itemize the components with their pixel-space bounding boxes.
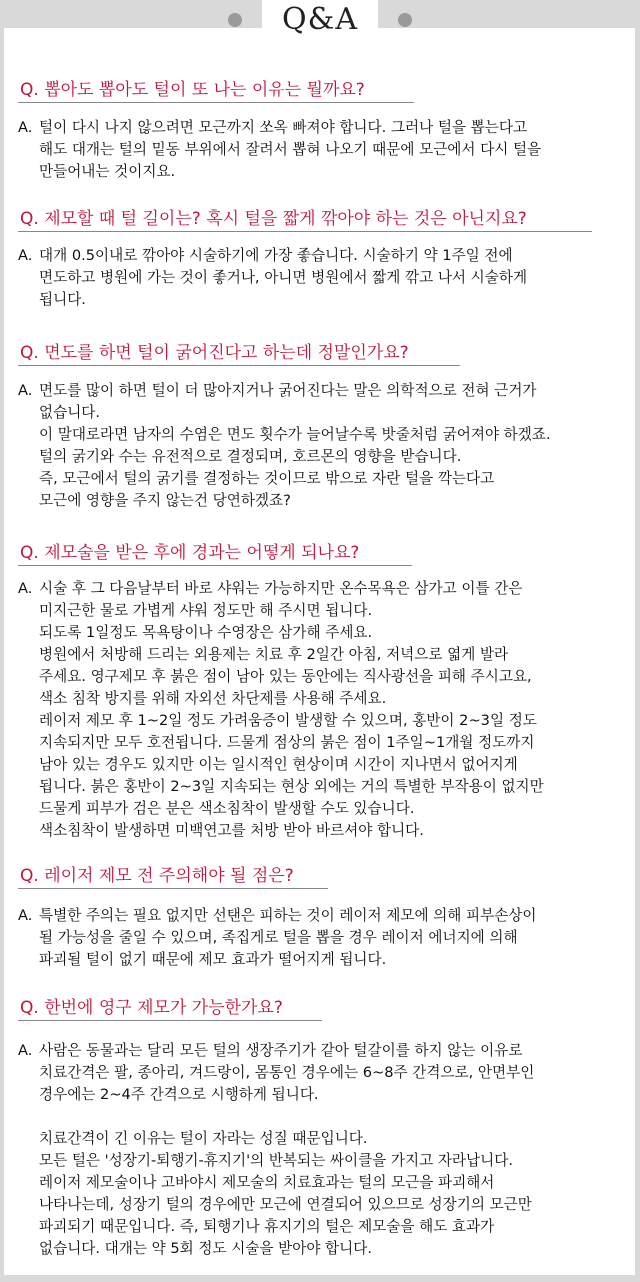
answer-line-text: 시술 후 그 다음날부터 바로 샤워는 가능하지만 온수목욕은 삼가고 이틀 간은 [39,580,523,597]
answer-line-text: 치료간격은 팔, 종아리, 겨드랑이, 몸통인 경우에는 6~8주 간격으로, 안면부인 [39,1064,535,1081]
answer-text [18,380,624,512]
answer-line-text: 레이저 제모술이나 고바야시 제모술의 치료효과는 털의 모근을 파괴해서 [39,1174,495,1191]
question-heading: Q. 제모술을 받은 후에 경과는 어떻게 되나요? [20,543,360,563]
answer-line [18,927,624,949]
answer-line-text: 미지근한 물로 가볍게 샤워 정도만 해 주시면 됩니다. [39,602,373,619]
answer-line-text: 됩니다. 붉은 홍반이 2~3일 지속되는 현상 외에는 거의 특별한 부작용이 없지만 [39,778,544,795]
answer-line-text: 해도 대개는 털의 밑동 부위에서 잘려서 뽑혀 나오기 때문에 모근에서 다시 털을 [39,141,542,158]
answer-line-text: 치료간격이 긴 이유는 털이 자라는 성질 때문입니다. [39,1130,368,1147]
answer-line [18,754,624,776]
answer-text [18,1040,624,1260]
answer-line-text: 주세요. 영구제모 후 붉은 점이 남아 있는 동안에는 직사광선을 피해 주시고요, [39,668,532,685]
answer-line-text: 경우에는 2~4주 간격으로 시행하게 됩니다. [39,1086,319,1103]
answer-line-text: 모근에 영향을 주지 않는건 당연하겠죠? [39,492,291,509]
answer-line [18,600,624,622]
answer-line [18,820,624,842]
question-heading: Q. 한번에 영구 제모가 가능한가요? [20,998,283,1018]
question-heading: Q. 제모할 때 털 길이는? 혹시 털을 짧게 깎아야 하는 것은 아닌지요? [20,209,527,229]
answer-line-text: 지속되지만 모두 호전됩니다. 드물게 점상의 붉은 점이 1주일~1개월 정도까지 [39,734,535,751]
question-underline [18,231,592,232]
answer-line-text: 색소 침착 방지를 위해 자외선 차단제를 사용해 주세요. [39,690,387,707]
answer-line-text: 모든 털은 '성장기-퇴행기-휴지기'의 반복되는 싸이클을 가지고 자라납니다. [39,1152,513,1169]
answer-line-text: 대개 0.5이내로 깎아야 시술하기에 가장 좋습니다. 시술하기 약 1주일 전에 [39,247,513,264]
answer-line [18,798,624,820]
answer-line [18,424,624,446]
answer-line-text: 이 말대로라면 남자의 수염은 면도 횟수가 늘어날수록 밧줄처럼 굵어져야 하겠죠. [39,426,551,443]
answer-line-text: 파괴될 털이 없기 때문에 제모 효과가 떨어지게 됩니다. [39,951,387,968]
answer-line-text: 털의 굵기와 수는 유전적으로 결정되며, 호르몬의 영향을 받습니다. [39,448,462,465]
answer-text [18,117,624,183]
answer-line [18,1106,624,1128]
answer-line-text: 특별한 주의는 필요 없지만 선탠은 피하는 것이 레이저 제모에 의해 피부손상이 [39,907,537,924]
page-title: Q&A [282,2,358,37]
answer-label: A. [18,1042,33,1059]
answer-line [18,644,624,666]
answer-line-text: 만들어내는 것이지요. [39,163,176,180]
answer-line [18,380,624,402]
answer-line [18,688,624,710]
answer-line [18,1084,624,1106]
question-underline [18,888,328,889]
answer-line [18,949,624,971]
answer-line [18,402,624,424]
answer-line [18,446,624,468]
answer-line [18,490,624,512]
answer-line-text: 없습니다. [39,404,101,421]
answer-line-text: 면도를 많이 하면 털이 더 많아지거나 굵어진다는 말은 의학적으로 전혀 근거가 [39,382,537,399]
answer-line [18,1238,624,1260]
answer-text [18,578,624,842]
answer-line [18,905,624,927]
answer-line [18,1216,624,1238]
answer-text [18,245,624,311]
answer-line-text: 즉, 모근에서 털의 굵기를 결정하는 것이므로 밖으로 자란 털을 깍는다고 [39,470,495,487]
answer-line [18,161,624,183]
answer-line [18,732,624,754]
answer-line [18,1128,624,1150]
header [0,0,640,40]
answer-line [18,1040,624,1062]
answer-line [18,1062,624,1084]
answer-label: A. [18,382,33,399]
answer-line-text [39,1108,44,1125]
answer-line [18,666,624,688]
question-underline [18,1020,322,1021]
answer-line [18,117,624,139]
answer-line [18,776,624,798]
answer-label: A. [18,119,33,136]
answer-line [18,267,624,289]
answer-line-text: 색소침착이 발생하면 미백연고를 처방 받아 바르셔야 합니다. [39,822,424,839]
answer-text [18,905,624,971]
answer-line-text: 병원에서 처방해 드리는 외용제는 치료 후 2일간 아침, 저녁으로 엷게 발라 [39,646,509,663]
answer-line-text: 드물게 피부가 검은 분은 색소침착이 발생할 수도 있습니다. [39,800,415,817]
answer-line-text: 털이 다시 나지 않으려면 모근까지 쏘옥 빠져야 합니다. 그러나 털을 뽑는다고 [39,119,528,136]
answer-line-text: 되도록 1일정도 목욕탕이나 수영장은 삼가해 주세요. [39,624,373,641]
answer-label: A. [18,580,33,597]
answer-line-text: 면도하고 병원에 가는 것이 좋거나, 아니면 병원에서 짧게 깎고 나서 시술하게 [39,269,528,286]
answer-line [18,289,624,311]
question-heading: Q. 뽑아도 뽑아도 털이 또 나는 이유는 뭘까요? [20,80,365,100]
answer-line-text: 파괴되기 때문입니다. 즉, 퇴행기나 휴지기의 털은 제모술을 해도 효과가 [39,1218,495,1235]
answer-line [18,622,624,644]
answer-line-text: 레이저 제모 후 1~2일 정도 가려움증이 발생할 수 있으며, 홍반이 2~3일 정도 [39,712,537,729]
answer-line-text: 남아 있는 경우도 있지만 이는 일시적인 현상이며 시간이 지나면서 없어지게 [39,756,518,773]
answer-label: A. [18,907,33,924]
answer-line [18,1172,624,1194]
answer-line [18,710,624,732]
answer-line-text: 나타나는데, 성장기 털의 경우에만 모근에 연결되어 있으므로 성장기의 모근만 [39,1196,532,1213]
answer-line [18,139,624,161]
question-underline [18,365,460,366]
answer-label: A. [18,247,33,264]
question-underline [18,565,412,566]
answer-line-text: 사람은 동물과는 달리 모든 털의 생장주기가 같아 털갈이를 하지 않는 이유로 [39,1042,523,1059]
question-heading: Q. 레이저 제모 전 주의해야 될 점은? [20,866,294,886]
answer-line-text: 없습니다. 대개는 약 5회 정도 시술을 받아야 합니다. [39,1240,372,1257]
question-underline [18,102,414,103]
answer-line [18,245,624,267]
answer-line-text: 될 가능성을 줄일 수 있으며, 족집게로 털을 뽑을 경우 레이저 에너지에 의해 [39,929,518,946]
question-heading: Q. 면도를 하면 털이 굵어진다고 하는데 정말인가요? [20,343,409,363]
answer-line [18,1194,624,1216]
answer-line [18,578,624,600]
answer-line [18,468,624,490]
answer-line [18,1150,624,1172]
answer-line-text: 됩니다. [39,291,86,308]
